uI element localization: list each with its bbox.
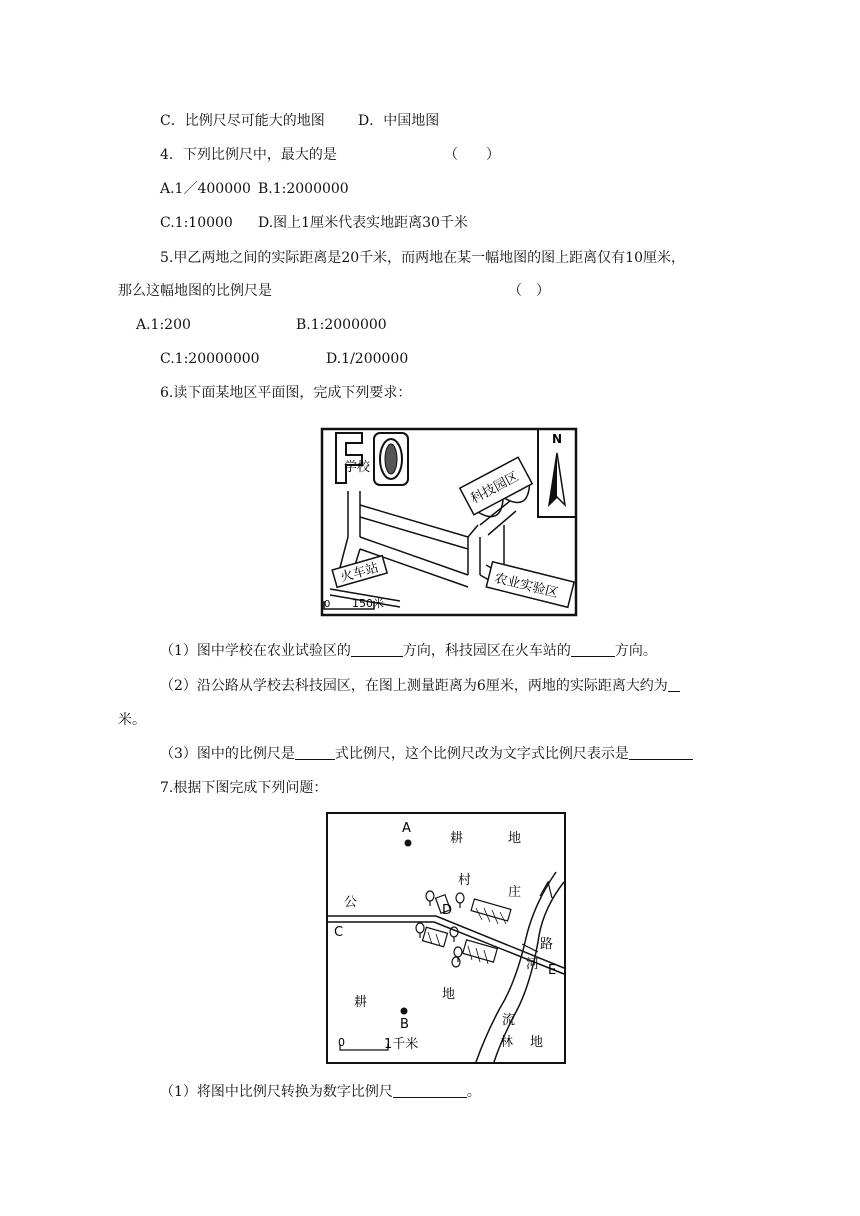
road-char-2: 路 (540, 937, 554, 952)
q7-sub1-text-b: 。 (466, 1084, 481, 1100)
farmland-top-char-1: 耕 (450, 831, 464, 846)
forest-char-1: 林 (500, 1035, 514, 1050)
q4-option-d: D.图上1厘米代表实地距离30千米 (258, 215, 468, 231)
q5-option-d: D.1/200000 (326, 351, 409, 367)
q7-stem: 7.根据下图完成下列问题： (160, 780, 328, 796)
q5-stem-line2: 那么这幅地图的比例尺是 (118, 283, 272, 299)
q6-sub2 (160, 677, 680, 695)
point-a-label: A (402, 821, 411, 836)
q5-stem-line1: 5.甲乙两地之间的实际距离是20千米，而两地在某一幅地图的图上距离仅有10厘米， (160, 250, 685, 266)
q4-answer-paren: （ ） (444, 147, 500, 163)
q6-sub1-text-c: 方向。 (614, 643, 657, 659)
river-char-1: 河 (526, 957, 540, 972)
farmland-top-char-2: 地 (508, 831, 522, 846)
village-char-1: 村 (458, 873, 472, 888)
q7-sub1-blank[interactable] (393, 1083, 467, 1098)
school-label: 学校 (344, 460, 371, 475)
q3-option-c: C．比例尺尽可能大的地图 (160, 113, 325, 129)
point-c-label: C (334, 925, 344, 940)
river-char-2: 流 (502, 1013, 516, 1028)
q6-sub3-blank-1[interactable] (295, 745, 335, 760)
point-e-label: E (548, 963, 557, 978)
q5-option-b: B.1:2000000 (296, 317, 387, 333)
farmland-bottom-char-2: 地 (442, 987, 456, 1002)
q4-option-c: C.1:10000 (160, 215, 233, 231)
q7-scale-label: 1千米 (384, 1037, 419, 1052)
village-char-2: 庄 (508, 885, 522, 900)
q3-option-d: D．中国地图 (358, 113, 440, 129)
q6-sub2-line2: 米。 (118, 712, 146, 728)
q6-sub3-text-a: （3）图中的比例尺是 (160, 746, 295, 762)
q6-scale-label: 150米 (352, 597, 384, 610)
farmland-bottom-char-1: 耕 (354, 995, 368, 1010)
q6-area-plan-map (318, 425, 580, 619)
q6-sub1-text-a: （1）图中学校在农业试验区的 (160, 643, 351, 659)
q6-sub2-text: （2）沿公路从学校去科技园区，在图上测量距离为6厘米，两地的实际距离大约为 (160, 678, 668, 694)
q6-sub3-blank-2[interactable] (629, 745, 693, 760)
q6-sub3-text-b: 式比例尺，这个比例尺改为文字式比例尺表示是 (334, 746, 629, 762)
q4-option-b: B.1:2000000 (258, 181, 349, 197)
q6-sub3 (160, 745, 693, 763)
q5-option-a: A.1:200 (136, 317, 191, 333)
q6-sub2-blank[interactable] (668, 677, 680, 692)
q7-village-map (326, 812, 566, 1064)
agri-zone-label: 农业实验区 (492, 570, 560, 602)
q7-sub1 (160, 1083, 481, 1101)
forest-char-2: 地 (530, 1035, 544, 1050)
q6-sub1-blank-2[interactable] (571, 642, 615, 657)
q5-answer-paren: （ ） (508, 283, 550, 299)
point-d-label: D (442, 903, 453, 918)
q6-sub1-text-b: 方向，科技园区在火车站的 (402, 643, 571, 659)
q4-stem: 4．下列比例尺中，最大的是 (160, 147, 337, 163)
q5-option-c: C.1:20000000 (160, 351, 260, 367)
q6-sub1 (160, 642, 657, 660)
north-label: N (552, 432, 563, 446)
q4-option-a: A.1／400000 (160, 181, 251, 197)
road-char-1: 公 (344, 895, 358, 910)
station-label: 火车站 (338, 560, 381, 586)
q6-sub1-blank-1[interactable] (351, 642, 403, 657)
q7-sub1-text-a: （1）将图中比例尺转换为数字比例尺 (160, 1084, 393, 1100)
q6-stem: 6.读下面某地区平面图，完成下列要求： (160, 385, 412, 401)
q7-scale-zero: 0 (338, 1036, 345, 1049)
tech-park-label: 科技园区 (468, 469, 522, 508)
point-b-label: B (400, 1017, 409, 1032)
q6-scale-zero: 0 (324, 599, 331, 610)
